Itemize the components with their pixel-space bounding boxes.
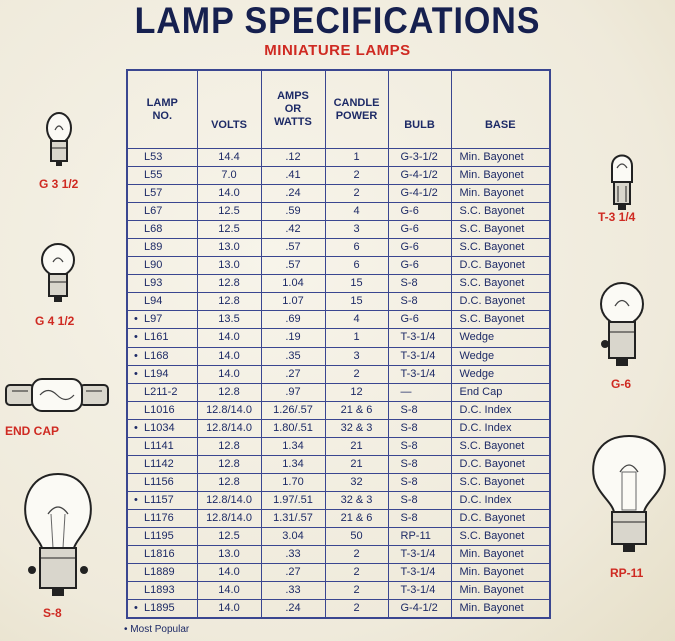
lamp-no: L93 bbox=[144, 277, 163, 290]
most-popular-marker: • bbox=[134, 493, 138, 506]
bulb-cell: G-6 bbox=[388, 221, 451, 239]
lamp-no: L53 bbox=[144, 151, 163, 164]
base-cell: S.C. Bayonet bbox=[451, 527, 550, 545]
amps-cell: 1.31/.57 bbox=[261, 509, 325, 527]
lamp-no: L1157 bbox=[144, 493, 174, 506]
base-cell: D.C. Index bbox=[451, 401, 550, 419]
base-cell: D.C. Bayonet bbox=[451, 455, 550, 473]
col-header-candle-power: CANDLE POWER bbox=[325, 70, 388, 149]
lamp-no-cell bbox=[127, 275, 197, 293]
base-cell: D.C. Index bbox=[451, 419, 550, 437]
amps-cell: 3.04 bbox=[261, 527, 325, 545]
amps-cell: .59 bbox=[261, 203, 325, 221]
amps-cell: 1.04 bbox=[261, 275, 325, 293]
lamp-no: L97 bbox=[144, 313, 163, 326]
volts-cell: 12.8/14.0 bbox=[197, 491, 261, 509]
lamp-no-cell bbox=[127, 564, 197, 582]
lamp-no: L194 bbox=[144, 367, 169, 380]
s-8-bulb-icon bbox=[18, 470, 98, 600]
amps-cell: .42 bbox=[261, 221, 325, 239]
bulb-cell: G-6 bbox=[388, 311, 451, 329]
volts-cell: 12.8 bbox=[197, 455, 261, 473]
amps-cell: 1.34 bbox=[261, 455, 325, 473]
candle-power-cell: 2 bbox=[325, 167, 388, 185]
table-row bbox=[127, 600, 550, 619]
candle-power-cell: 2 bbox=[325, 365, 388, 383]
page-subtitle: MINIATURE LAMPS bbox=[264, 42, 411, 59]
base-cell: Min. Bayonet bbox=[451, 167, 550, 185]
table-row bbox=[127, 221, 550, 239]
base-cell: Min. Bayonet bbox=[451, 149, 550, 167]
table-row bbox=[127, 582, 550, 600]
volts-cell: 12.8 bbox=[197, 383, 261, 401]
lamp-no: L1156 bbox=[144, 475, 174, 488]
g-3-1-2-bulb-icon bbox=[42, 110, 76, 168]
lamp-spec-table bbox=[126, 69, 551, 619]
candle-power-cell: 21 bbox=[325, 437, 388, 455]
lamp-no-cell bbox=[127, 239, 197, 257]
base-cell: Min. Bayonet bbox=[451, 185, 550, 203]
lamp-no: L161 bbox=[144, 331, 169, 344]
candle-power-cell: 21 & 6 bbox=[325, 401, 388, 419]
base-cell: Wedge bbox=[451, 329, 550, 347]
volts-cell: 14.0 bbox=[197, 564, 261, 582]
g-4-1-2-bulb-icon bbox=[38, 240, 78, 304]
volts-cell: 12.8 bbox=[197, 473, 261, 491]
candle-power-cell: 2 bbox=[325, 546, 388, 564]
table-row bbox=[127, 239, 550, 257]
table-row bbox=[127, 185, 550, 203]
lamp-no: L1034 bbox=[144, 421, 175, 434]
candle-power-cell: 2 bbox=[325, 600, 388, 619]
base-cell: End Cap bbox=[451, 383, 550, 401]
amps-cell: .33 bbox=[261, 582, 325, 600]
col-header-lamp-no: LAMP NO. bbox=[127, 70, 197, 149]
amps-cell: .57 bbox=[261, 257, 325, 275]
bulb-cell: G-4-1/2 bbox=[388, 185, 451, 203]
volts-cell: 12.8 bbox=[197, 293, 261, 311]
lamp-no-cell bbox=[127, 473, 197, 491]
candle-power-cell: 1 bbox=[325, 329, 388, 347]
lamp-no-cell bbox=[127, 527, 197, 545]
table-row bbox=[127, 365, 550, 383]
bulb-cell: G-4-1/2 bbox=[388, 167, 451, 185]
candle-power-cell: 32 & 3 bbox=[325, 491, 388, 509]
amps-cell: 1.97/.51 bbox=[261, 491, 325, 509]
candle-power-cell: 50 bbox=[325, 527, 388, 545]
volts-cell: 13.0 bbox=[197, 239, 261, 257]
base-cell: Min. Bayonet bbox=[451, 600, 550, 619]
bulb-cell: S-8 bbox=[388, 491, 451, 509]
lamp-no-cell bbox=[127, 149, 197, 167]
base-cell: D.C. Bayonet bbox=[451, 509, 550, 527]
table-row bbox=[127, 149, 550, 167]
volts-cell: 14.0 bbox=[197, 185, 261, 203]
base-cell: S.C. Bayonet bbox=[451, 203, 550, 221]
table-row bbox=[127, 527, 550, 545]
base-cell: S.C. Bayonet bbox=[451, 473, 550, 491]
bulb-cell: T-3-1/4 bbox=[388, 329, 451, 347]
table-row bbox=[127, 293, 550, 311]
bulb-cell: S-8 bbox=[388, 275, 451, 293]
table-row bbox=[127, 564, 550, 582]
rp-11-bulb-icon bbox=[586, 432, 672, 556]
candle-power-cell: 3 bbox=[325, 347, 388, 365]
volts-cell: 14.0 bbox=[197, 329, 261, 347]
rp-11-label: RP-11 bbox=[610, 566, 644, 580]
table-body bbox=[127, 149, 550, 619]
candle-power-cell: 15 bbox=[325, 293, 388, 311]
bulb-cell: T-3-1/4 bbox=[388, 564, 451, 582]
lamp-no: L1142 bbox=[144, 457, 174, 470]
bulb-cell: G-4-1/2 bbox=[388, 600, 451, 619]
lamp-no-cell bbox=[127, 167, 197, 185]
bulb-cell: G-6 bbox=[388, 203, 451, 221]
lamp-no: L1195 bbox=[144, 530, 174, 542]
lamp-no: L89 bbox=[144, 241, 163, 254]
volts-cell: 12.8 bbox=[197, 437, 261, 455]
table-row bbox=[127, 329, 550, 347]
table-row bbox=[127, 473, 550, 491]
volts-cell: 13.5 bbox=[197, 311, 261, 329]
col-header-volts: VOLTS bbox=[197, 70, 261, 149]
lamp-no-cell bbox=[127, 401, 197, 419]
volts-cell: 12.8/14.0 bbox=[197, 509, 261, 527]
candle-power-cell: 6 bbox=[325, 239, 388, 257]
col-header-amps: AMPS OR WATTS bbox=[261, 70, 325, 149]
lamp-no-cell bbox=[127, 257, 197, 275]
volts-cell: 12.5 bbox=[197, 527, 261, 545]
lamp-no-cell bbox=[127, 203, 197, 221]
amps-cell: 1.34 bbox=[261, 437, 325, 455]
amps-cell: .19 bbox=[261, 329, 325, 347]
lamp-no: L211-2 bbox=[144, 385, 178, 398]
base-cell: S.C. Bayonet bbox=[451, 437, 550, 455]
lamp-no-cell bbox=[127, 185, 197, 203]
bulb-cell: G-6 bbox=[388, 239, 451, 257]
volts-cell: 14.0 bbox=[197, 600, 261, 619]
candle-power-cell: 15 bbox=[325, 275, 388, 293]
lamp-no-cell bbox=[127, 455, 197, 473]
volts-cell: 12.8/14.0 bbox=[197, 419, 261, 437]
lamp-no: L1141 bbox=[144, 439, 174, 452]
t-3-1-4-bulb-icon bbox=[604, 146, 640, 212]
g-3-1-2-label: G 3 1/2 bbox=[39, 177, 79, 191]
amps-cell: .33 bbox=[261, 546, 325, 564]
end-cap-bulb-icon bbox=[4, 376, 110, 414]
bulb-cell: S-8 bbox=[388, 293, 451, 311]
amps-cell: .35 bbox=[261, 347, 325, 365]
volts-cell: 14.0 bbox=[197, 347, 261, 365]
volts-cell: 14.0 bbox=[197, 365, 261, 383]
candle-power-cell: 4 bbox=[325, 311, 388, 329]
lamp-no-cell bbox=[127, 509, 197, 527]
lamp-no-cell bbox=[127, 311, 197, 329]
table-row bbox=[127, 383, 550, 401]
legend-text: Most Popular bbox=[130, 624, 190, 635]
amps-cell: .24 bbox=[261, 185, 325, 203]
base-cell: Min. Bayonet bbox=[451, 582, 550, 600]
candle-power-cell: 12 bbox=[325, 383, 388, 401]
amps-cell: .57 bbox=[261, 239, 325, 257]
legend-marker: • bbox=[124, 624, 128, 635]
lamp-no: L1893 bbox=[144, 584, 175, 597]
most-popular-marker: • bbox=[134, 349, 138, 362]
most-popular-marker: • bbox=[134, 313, 138, 326]
lamp-no-cell bbox=[127, 582, 197, 600]
bulb-cell: S-8 bbox=[388, 473, 451, 491]
bulb-cell: T-3-1/4 bbox=[388, 582, 451, 600]
lamp-no: L1816 bbox=[144, 548, 175, 561]
bulb-cell: G-3-1/2 bbox=[388, 149, 451, 167]
lamp-no-cell bbox=[127, 365, 197, 383]
candle-power-cell: 3 bbox=[325, 221, 388, 239]
most-popular-marker: • bbox=[134, 331, 138, 344]
legend bbox=[124, 624, 189, 635]
bulb-cell: T-3-1/4 bbox=[388, 365, 451, 383]
candle-power-cell: 4 bbox=[325, 203, 388, 221]
bulb-cell: G-6 bbox=[388, 257, 451, 275]
base-cell: D.C. Index bbox=[451, 491, 550, 509]
lamp-no: L55 bbox=[144, 169, 163, 182]
amps-cell: 1.07 bbox=[261, 293, 325, 311]
bulb-cell: RP-11 bbox=[388, 527, 451, 545]
end-cap-label: END CAP bbox=[5, 424, 60, 438]
table-row bbox=[127, 275, 550, 293]
volts-cell: 12.8 bbox=[197, 275, 261, 293]
lamp-no: L1176 bbox=[144, 511, 174, 524]
amps-cell: .41 bbox=[261, 167, 325, 185]
volts-cell: 12.5 bbox=[197, 203, 261, 221]
lamp-no: L1895 bbox=[144, 602, 175, 615]
lamp-no-cell bbox=[127, 347, 197, 365]
table-row bbox=[127, 203, 550, 221]
base-cell: S.C. Bayonet bbox=[451, 311, 550, 329]
amps-cell: .27 bbox=[261, 365, 325, 383]
g-6-label: G-6 bbox=[611, 377, 632, 391]
table-row bbox=[127, 419, 550, 437]
s-8-label: S-8 bbox=[43, 606, 62, 620]
lamp-no-cell bbox=[127, 293, 197, 311]
table-row bbox=[127, 437, 550, 455]
lamp-no: L1016 bbox=[144, 403, 175, 416]
table-row bbox=[127, 509, 550, 527]
candle-power-cell: 6 bbox=[325, 257, 388, 275]
lamp-no: L1889 bbox=[144, 566, 175, 579]
most-popular-marker: • bbox=[134, 367, 138, 380]
base-cell: Min. Bayonet bbox=[451, 546, 550, 564]
lamp-no-cell bbox=[127, 546, 197, 564]
col-header-bulb: BULB bbox=[388, 70, 451, 149]
bulb-cell: S-8 bbox=[388, 401, 451, 419]
bulb-cell: T-3-1/4 bbox=[388, 347, 451, 365]
volts-cell: 12.5 bbox=[197, 221, 261, 239]
lamp-no: L90 bbox=[144, 259, 163, 272]
base-cell: Wedge bbox=[451, 365, 550, 383]
amps-cell: 1.26/.57 bbox=[261, 401, 325, 419]
bulb-cell: S-8 bbox=[388, 437, 451, 455]
page-title: LAMP SPECIFICATIONS bbox=[134, 0, 541, 41]
col-header-base: BASE bbox=[451, 70, 550, 149]
amps-cell: .69 bbox=[261, 311, 325, 329]
base-cell: Min. Bayonet bbox=[451, 564, 550, 582]
volts-cell: 13.0 bbox=[197, 257, 261, 275]
lamp-no-cell bbox=[127, 221, 197, 239]
candle-power-cell: 21 bbox=[325, 455, 388, 473]
table-row bbox=[127, 347, 550, 365]
base-cell: S.C. Bayonet bbox=[451, 221, 550, 239]
amps-cell: .24 bbox=[261, 600, 325, 619]
lamp-no-cell bbox=[127, 419, 197, 437]
volts-cell: 14.4 bbox=[197, 149, 261, 167]
bulb-cell: S-8 bbox=[388, 509, 451, 527]
volts-cell: 13.0 bbox=[197, 546, 261, 564]
base-cell: S.C. Bayonet bbox=[451, 239, 550, 257]
bulb-cell: S-8 bbox=[388, 455, 451, 473]
bulb-cell: T-3-1/4 bbox=[388, 546, 451, 564]
base-cell: S.C. Bayonet bbox=[451, 275, 550, 293]
amps-cell: .97 bbox=[261, 383, 325, 401]
base-cell: D.C. Bayonet bbox=[451, 257, 550, 275]
lamp-no-cell bbox=[127, 600, 197, 619]
candle-power-cell: 32 bbox=[325, 473, 388, 491]
g-4-1-2-label: G 4 1/2 bbox=[35, 314, 75, 328]
base-cell: D.C. Bayonet bbox=[451, 293, 550, 311]
base-cell: Wedge bbox=[451, 347, 550, 365]
most-popular-marker: • bbox=[134, 602, 138, 615]
most-popular-marker: • bbox=[134, 421, 138, 434]
table-row bbox=[127, 491, 550, 509]
candle-power-cell: 21 & 6 bbox=[325, 509, 388, 527]
lamp-no-cell bbox=[127, 329, 197, 347]
table-row bbox=[127, 257, 550, 275]
amps-cell: 1.70 bbox=[261, 473, 325, 491]
table-row bbox=[127, 546, 550, 564]
candle-power-cell: 2 bbox=[325, 582, 388, 600]
candle-power-cell: 2 bbox=[325, 185, 388, 203]
t-3-1-4-label: T-3 1/4 bbox=[598, 210, 636, 224]
table-row bbox=[127, 167, 550, 185]
table-header-row bbox=[127, 70, 550, 149]
lamp-no: L57 bbox=[144, 187, 163, 200]
lamp-no: L68 bbox=[144, 223, 163, 236]
bulb-cell: — bbox=[388, 383, 451, 401]
table-row bbox=[127, 401, 550, 419]
volts-cell: 12.8/14.0 bbox=[197, 401, 261, 419]
amps-cell: .27 bbox=[261, 564, 325, 582]
candle-power-cell: 2 bbox=[325, 564, 388, 582]
lamp-no-cell bbox=[127, 383, 197, 401]
lamp-no: L168 bbox=[144, 349, 169, 362]
table-row bbox=[127, 455, 550, 473]
amps-cell: .12 bbox=[261, 149, 325, 167]
candle-power-cell: 1 bbox=[325, 149, 388, 167]
candle-power-cell: 32 & 3 bbox=[325, 419, 388, 437]
amps-cell: 1.80/.51 bbox=[261, 419, 325, 437]
lamp-no-cell bbox=[127, 491, 197, 509]
table-row bbox=[127, 311, 550, 329]
lamp-no-cell bbox=[127, 437, 197, 455]
volts-cell: 14.0 bbox=[197, 582, 261, 600]
lamp-no: L67 bbox=[144, 205, 163, 218]
bulb-cell: S-8 bbox=[388, 419, 451, 437]
g-6-bulb-icon bbox=[596, 280, 648, 370]
volts-cell: 7.0 bbox=[197, 167, 261, 185]
lamp-no: L94 bbox=[144, 295, 163, 308]
